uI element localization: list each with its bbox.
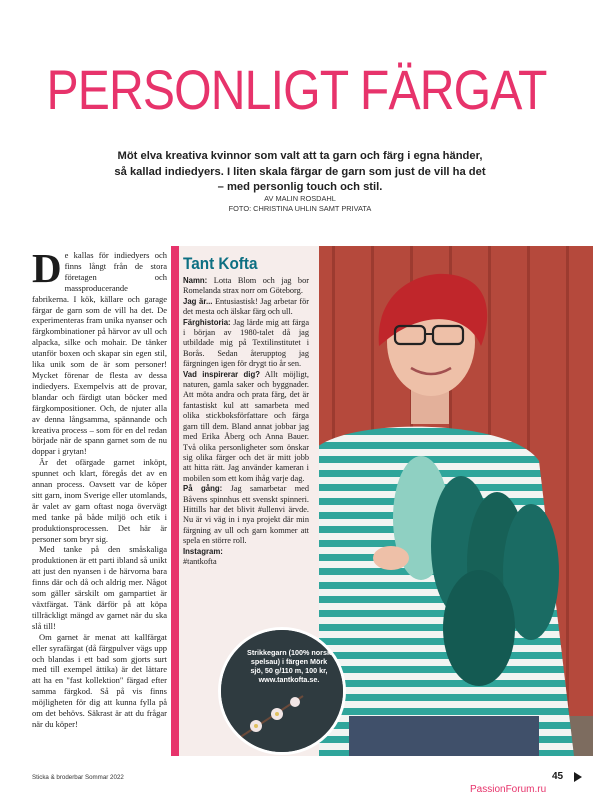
- profile-field: [183, 484, 309, 546]
- profile-field: [183, 276, 309, 297]
- field-text: Lotta Blom och jag bor Romelanda strax norr om Göteborg.: [183, 276, 309, 296]
- instagram-handle[interactable]: #tantkofta: [183, 556, 217, 566]
- yarn-swatch-inset: [218, 627, 346, 755]
- page-number: 45: [552, 771, 564, 782]
- profile-field: [183, 370, 309, 484]
- product-caption: Strikkegarn (100% norsk spelsau) i färgen Mörk sjö, 50 g/110 m, 100 kr, www.tantkofta.se.: [247, 648, 331, 684]
- field-text: Entusiastisk! Jag arbetar för det mesta och älskar färg och ull.: [183, 296, 309, 317]
- article-paragraph: Är det ofärgade garnet inköpt, spunnet och klart, föregås det av en annan process. Oavsett var de köper sitt garn, inom Sverige eller utomlands, är valet av garn oftast noga övervägt med tanke på både miljö och etik i produktionsprocessen. Det här är personer som bryr sig.: [32, 457, 167, 544]
- field-label: Namn:: [183, 276, 208, 285]
- field-label: Vad inspirerar dig?: [183, 369, 260, 379]
- profile-field: [183, 297, 309, 318]
- credits: [150, 194, 450, 214]
- field-text: Jag samarbetar med Båvens spinnhus ett svenskt spinneri. Hittills har det blivit #ullenvi ärvde. Nu är vi väg in i nya projekt där min färgning av ull och garn kommer att spela en större roll.: [183, 484, 309, 546]
- photo-credit: FOTO: CHRISTINA UHLIN SAMT PRIVATA: [228, 204, 372, 213]
- page-title: PERSONLIGT FÄRGAT: [46, 58, 547, 121]
- byline: AV MALIN ROSDAHL: [264, 194, 336, 203]
- instagram-label: Instagram:: [183, 546, 223, 556]
- field-label: På gång:: [183, 484, 223, 494]
- field-text: Allt möjligt, naturen, gamla saker och byggnader. Att möta andra och prata färg, det är fantastiskt kul att samarbeta med olika stickboksförfattare och färga garn till dem. Bland annat jobbar jag med Erika Åberg och Anna Bauer. Två olika personligheter som önskar sig olika färger och det är mitt jobb att hitta rätt. Jag använder kameran i mobilen som ett kom ihåg varje dag.: [183, 369, 309, 483]
- profile-body: [183, 276, 309, 567]
- field-text: Jag lärde mig att färga i början av 1980-talet då jag utbildade mig på Textilinstitutet i Borås. Sedan återupptog jag färgningen igen för drygt tio år sen.: [183, 317, 310, 369]
- article-paragraph: Med tanke på den småskaliga produktionen är ett parti ibland så unikt att just den nyansen i de härvorna bara finns där och då och aldrig mer. Något som gäller särskilt om garnpartiet är växtfärgat. Tänk därför på att köpa tillräckligt mängd av garnet när du ska slå till!: [32, 544, 167, 631]
- article-column: [32, 245, 167, 730]
- watermark: PassionForum.ru: [470, 784, 547, 795]
- profile-title: Tant Kofta: [183, 254, 258, 273]
- accent-stripe: [171, 246, 179, 756]
- instagram-line: [183, 547, 309, 568]
- publication-footer: Sticka & broderbar Sommar 2022: [32, 774, 124, 781]
- intro-text: Möt elva kreativa kvinnor som valt att ta garn och färg i egna händer, så kallad indiedyers. I liten skala färgar de garn som just de vill ha det – med personlig touch och stil.: [114, 150, 486, 193]
- field-label: Färghistoria:: [183, 317, 231, 327]
- drop-cap: D: [32, 245, 62, 291]
- field-label: Jag är...: [183, 296, 213, 306]
- article-paragraph: Om garnet är menat att kallfärgat eller syrafärgat (då färgpulver vägs upp och blandas i ett bad som gjorts surt med till exempel ättika) är det lättare att ha en "fast kollektion" färgad efter samma färgkod. Så på vis finns möjligheten för dig att kunna fylla på om det behövs. Säkrast är att du frågar när du köper!: [32, 631, 167, 729]
- article-paragraph: De kallas för indiedyers och finns långt från de stora företagen och massproducerande fabrikerna. I kök, källare och garage färgar de garn som de vill ha det. De experimenteras fram unika nyanser och färgkombinationer på härvor av ull och alpacka, silke och mohair. De tänker utanför boxen och skapar sin egen stil, lika unik som de är som personer! Mycket förenar de flesta av dessa indiedyers. Exempelvis att de provar, blandar och färdigt utan böcker med färgkompositioner. Och, de njuter alla av denna långsamma, spännande och kreativa process – som för en del redan började när de spann garnet som de nu doppar i grytan!: [32, 245, 167, 457]
- profile-field: [183, 318, 309, 370]
- next-page-arrow-icon: [574, 772, 582, 782]
